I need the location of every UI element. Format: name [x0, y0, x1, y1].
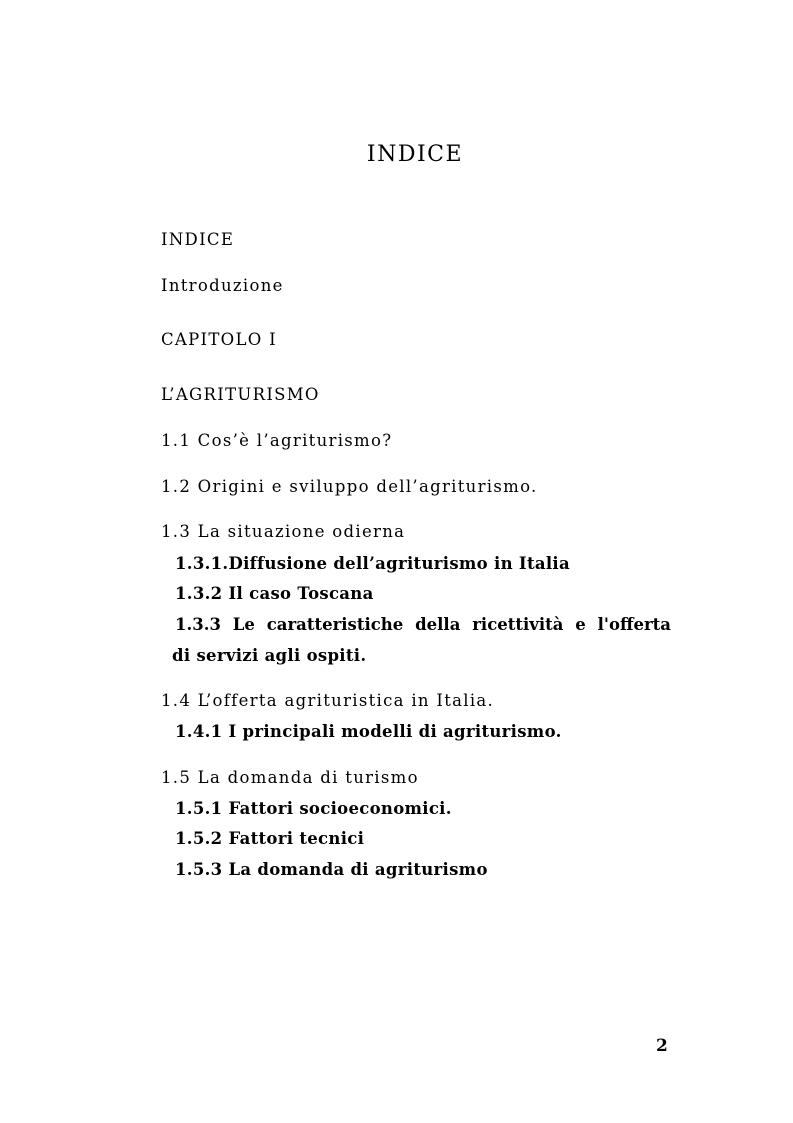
toc-entry-1-5-1: 1.5.1 Fattori socioeconomici.	[175, 799, 452, 818]
toc-entry-chapter-title: L’AGRITURISMO	[161, 385, 320, 404]
page-title: INDICE	[366, 142, 464, 167]
toc-entry-1-3-3-continued: di servizi agli ospiti.	[172, 646, 367, 665]
toc-entry-1-3-3: 1.3.3 Le caratteristiche della ricettività e l'offerta	[175, 615, 671, 634]
toc-entry-1-4: 1.4 L’offerta agrituristica in Italia.	[161, 691, 495, 710]
toc-entry-1-4-1: 1.4.1 I principali modelli di agriturismo.	[175, 722, 562, 741]
toc-entry-capitolo: CAPITOLO I	[161, 330, 277, 349]
toc-entry-1-5-3: 1.5.3 La domanda di agriturismo	[175, 860, 488, 879]
toc-entry-1-5-2: 1.5.2 Fattori tecnici	[175, 829, 365, 848]
toc-entry-1-5: 1.5 La domanda di turismo	[161, 768, 419, 787]
toc-entry-introduzione: Introduzione	[161, 276, 284, 295]
page-number: 2	[656, 1036, 668, 1056]
toc-entry-1-3: 1.3 La situazione odierna	[161, 522, 406, 541]
toc-entry-1-3-2: 1.3.2 Il caso Toscana	[175, 584, 374, 603]
toc-entry-indice: INDICE	[161, 230, 235, 249]
toc-entry-1-3-1: 1.3.1.Diffusione dell’agriturismo in Italia	[175, 554, 570, 573]
toc-entry-1-2: 1.2 Origini e sviluppo dell’agriturismo.	[161, 477, 538, 496]
toc-entry-1-1: 1.1 Cos’è l’agriturismo?	[161, 431, 393, 450]
